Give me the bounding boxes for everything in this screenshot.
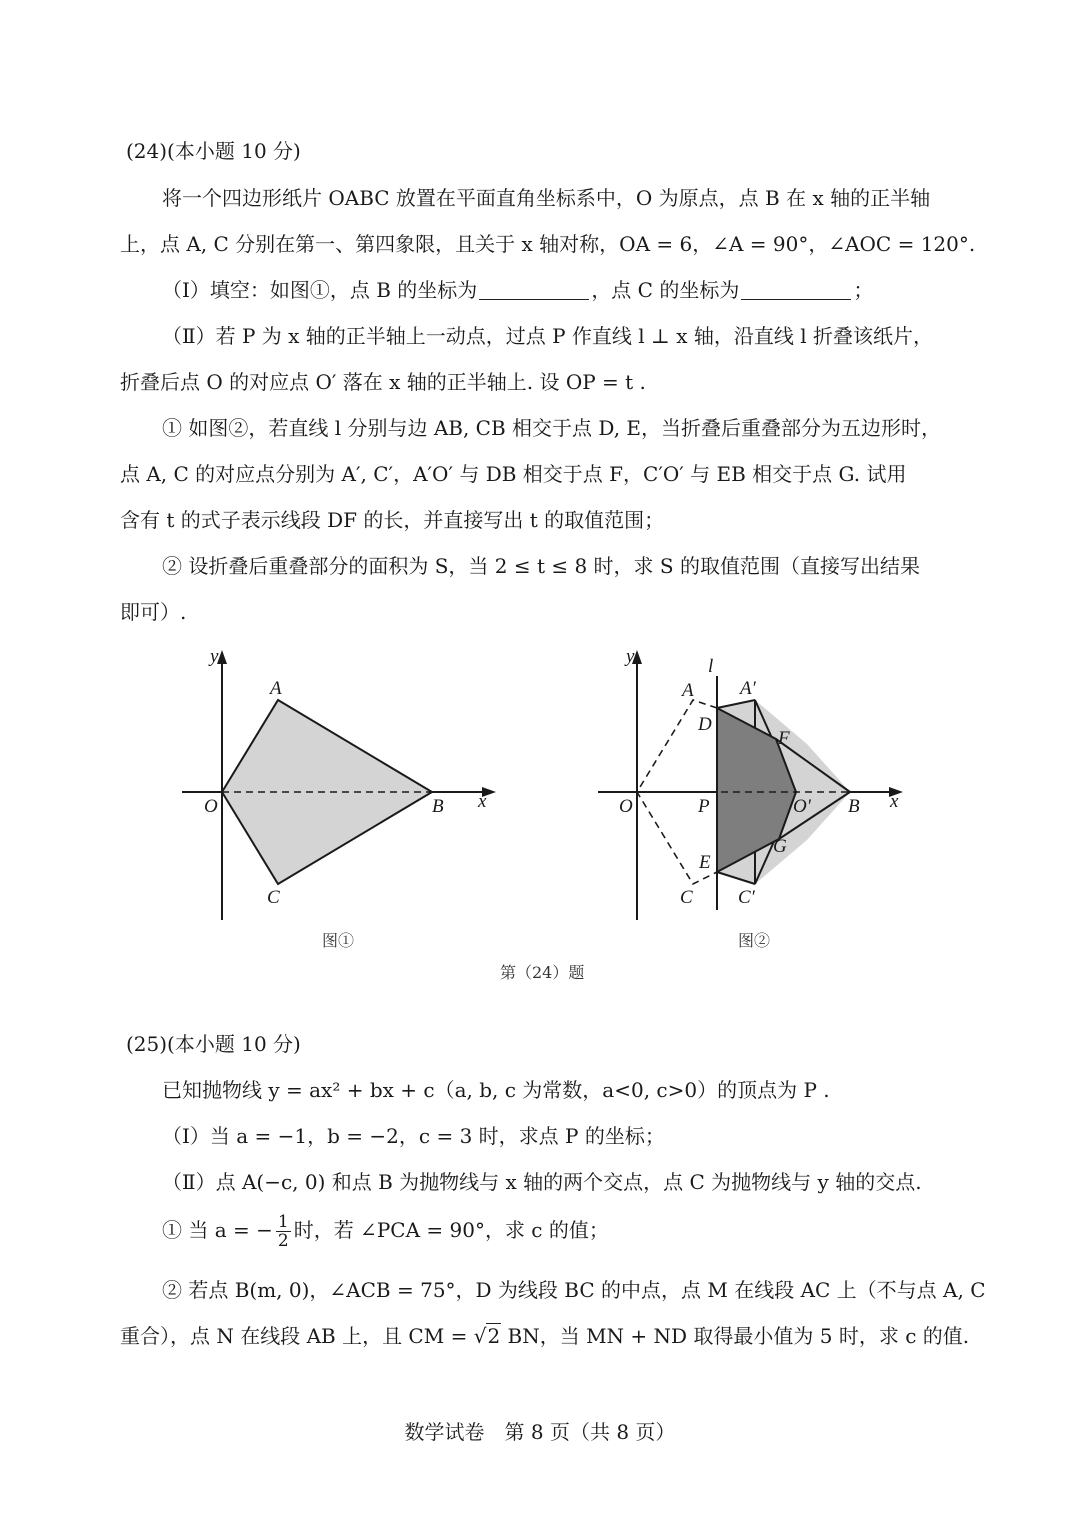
- label-C: C: [267, 887, 280, 908]
- label-B: B: [432, 796, 444, 817]
- q25-sub1-text-b: 时，若 ∠PCA = 90°，求 c 的值；: [293, 1218, 609, 1242]
- q24-sub1-line3: 含有 t 的式子表示线段 DF 的长，并直接写出 t 的取值范围；: [120, 508, 665, 532]
- label-E: E: [699, 852, 711, 873]
- q25-sub2-line1: ② 若点 B(m, 0)，∠ACB = 75°，D 为线段 BC 的中点，点 M 在线段 AC 上（不与点 A, C: [162, 1278, 986, 1302]
- fraction-numerator: 1: [277, 1212, 289, 1232]
- q24-part2-line1: （Ⅱ）若 P 为 x 轴的正半轴上一动点，过点 P 作直线 l ⊥ x 轴，沿直线 l 折叠该纸片，: [162, 324, 933, 348]
- figure-1-caption: 图①: [322, 931, 355, 950]
- label-B: B: [848, 796, 860, 817]
- sqrt-two: [474, 1322, 501, 1350]
- label-A-prime: A′: [740, 678, 756, 699]
- label-O: O: [619, 796, 633, 817]
- label-x: x: [478, 791, 487, 812]
- q24-part1: [162, 276, 980, 304]
- q24-part2-line2: 折叠后点 O 的对应点 O′ 落在 x 轴的正半轴上. 设 OP = t .: [120, 370, 646, 394]
- label-y: y: [626, 646, 635, 667]
- q25-sub1-text-a: ① 当 a = −: [162, 1218, 273, 1242]
- q24-figure-caption: 第（24）题: [500, 963, 585, 982]
- quadrilateral-OABC: [222, 700, 432, 884]
- q25-sub1: [162, 1208, 980, 1252]
- label-A: A: [270, 678, 282, 699]
- q24-part1-text-c: ；: [853, 278, 874, 302]
- label-D: D: [698, 714, 712, 735]
- q24-sub1-line1: ① 如图②，若直线 l 分别与边 AB, CB 相交于点 D, E，当折叠后重叠部分为五边形时，: [162, 416, 942, 440]
- q25-paragraph: 已知抛物线 y = ax² + bx + c（a, b, c 为常数，a<0, c>0）的顶点为 P .: [162, 1078, 830, 1102]
- label-y: y: [210, 646, 219, 667]
- label-x: x: [890, 791, 899, 812]
- q25-heading: (25)(本小题 10 分): [126, 1032, 301, 1056]
- label-O-prime: O′: [793, 796, 811, 817]
- label-C-prime: C′: [738, 887, 755, 908]
- sqrt-radicand: 2: [487, 1324, 501, 1348]
- fraction-denominator: 2: [277, 1231, 289, 1251]
- label-l: l: [708, 656, 714, 677]
- q25-part1: （Ⅰ）当 a = −1，b = −2，c = 3 时，求点 P 的坐标；: [162, 1124, 665, 1148]
- figure-1: [170, 640, 510, 940]
- figure-2: [590, 640, 930, 940]
- label-A: A: [682, 680, 694, 701]
- q24-paragraph-line1: 将一个四边形纸片 OABC 放置在平面直角坐标系中，O 为原点，点 B 在 x 轴的正半轴: [162, 186, 931, 210]
- q24-sub1-line2: 点 A, C 的对应点分别为 A′, C′，A′O′ 与 DB 相交于点 F，C′O′ 与 EB 相交于点 G. 试用: [120, 462, 907, 486]
- label-C: C: [680, 887, 693, 908]
- q25-sub2-line2: [120, 1322, 980, 1350]
- q25-sub2-text-a: 重合），点 N 在线段 AB 上，且 CM =: [120, 1324, 474, 1348]
- page-footer: 数学试卷 第 8 页（共 8 页）: [404, 1420, 676, 1444]
- sqrt-sign: √: [473, 1324, 487, 1348]
- label-P: P: [698, 796, 710, 817]
- fraction-one-half: [276, 1213, 291, 1250]
- q24-sub2-line1: ② 设折叠后重叠部分的面积为 S，当 2 ≤ t ≤ 8 时，求 S 的取值范围（直接写出结果: [162, 554, 920, 578]
- q24-part1-text-b: ，点 C 的坐标为: [591, 278, 740, 302]
- y-axis-arrow: [217, 650, 227, 664]
- q24-sub2-line2: 即可）.: [120, 600, 187, 624]
- q24-heading: (24)(本小题 10 分): [126, 139, 301, 163]
- q25-sub2-text-b: BN，当 MN + ND 取得最小值为 5 时，求 c 的值.: [501, 1324, 970, 1348]
- q25-part2: （Ⅱ）点 A(−c, 0) 和点 B 为抛物线与 x 轴的两个交点，点 C 为抛物线与 y 轴的交点.: [162, 1170, 922, 1194]
- figure-2-caption: 图②: [738, 931, 771, 950]
- q24-part1-text-a: （Ⅰ）填空：如图①，点 B 的坐标为: [162, 278, 478, 302]
- label-O: O: [204, 796, 218, 817]
- q24-paragraph-line2: 上，点 A, C 分别在第一、第四象限，且关于 x 轴对称，OA = 6，∠A = 90°，∠AOC = 120°.: [120, 232, 976, 256]
- answer-blank-c[interactable]: [741, 277, 851, 300]
- label-G: G: [773, 836, 787, 857]
- label-F: F: [778, 728, 790, 749]
- answer-blank-b[interactable]: [479, 277, 589, 300]
